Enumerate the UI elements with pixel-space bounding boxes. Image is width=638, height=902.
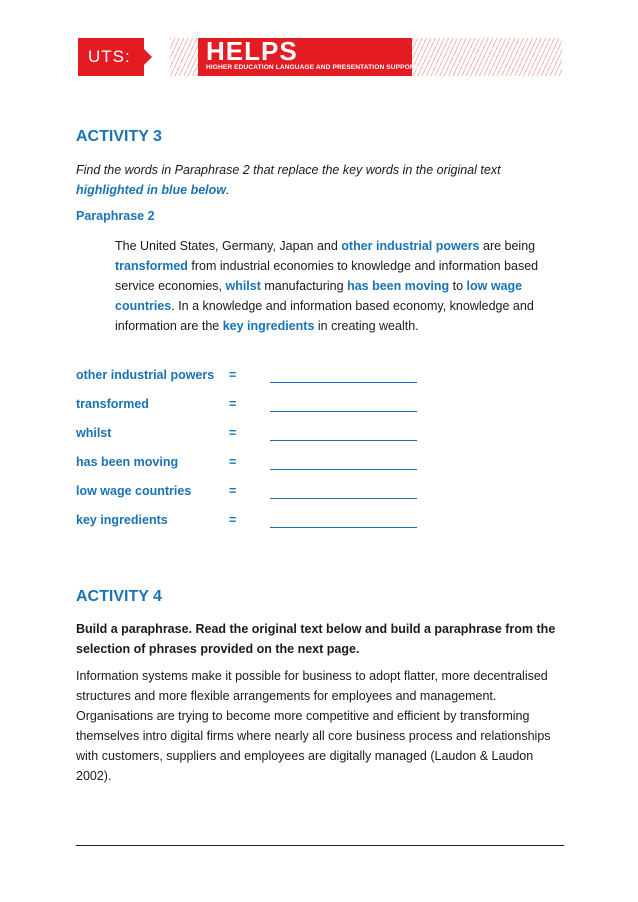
instruction-post: . [226, 183, 230, 197]
uts-logo-notch [144, 49, 152, 65]
activity4-title: ACTIVITY 4 [76, 588, 162, 605]
equals-sign: = [229, 397, 237, 411]
answer-blank[interactable] [270, 411, 417, 412]
highlighted-term: has been moving [347, 279, 450, 293]
paragraph-text: to [449, 279, 467, 293]
equals-sign: = [229, 513, 237, 527]
term-row [76, 368, 476, 386]
highlighted-term: whilst [225, 279, 261, 293]
answer-blank[interactable] [270, 527, 417, 528]
paragraph-text: in creating wealth. [314, 319, 419, 333]
term-label: transformed [76, 397, 149, 411]
term-label: has been moving [76, 455, 179, 469]
activity4-instruction: Build a paraphrase. Read the original text below and build a paraphrase from the selection of phrases provided on the next page. [76, 622, 556, 656]
term-row [76, 513, 476, 531]
term-row [76, 484, 476, 502]
activity3-title: ACTIVITY 3 [76, 128, 162, 145]
answer-blank[interactable] [270, 469, 417, 470]
helps-subtitle: HIGHER EDUCATION LANGUAGE AND PRESENTATION SUPPORT [206, 64, 419, 71]
highlighted-term: key ingredients [222, 319, 315, 333]
equals-sign: = [229, 426, 237, 440]
instruction-pre: Find the words in Paraphrase 2 that replace the key words in the original text [76, 163, 501, 177]
highlighted-term: low wage countries [115, 279, 523, 313]
paraphrase-2-heading: Paraphrase 2 [76, 209, 155, 223]
term-label: low wage countries [76, 484, 192, 498]
instruction-highlight: highlighted in blue below [76, 183, 226, 197]
answer-blank[interactable] [270, 498, 417, 499]
paragraph-text: are being [479, 239, 536, 253]
answer-blank[interactable] [270, 382, 417, 383]
highlighted-term: transformed [115, 259, 188, 273]
helps-logo [198, 36, 419, 76]
equals-sign: = [229, 455, 237, 469]
footer-rule [76, 845, 564, 846]
uts-logo: UTS: [78, 38, 144, 76]
paragraph-text: from industrial economies to knowledge and information based service economies, [115, 259, 539, 293]
paragraph-text: The United States, Germany, Japan and [115, 239, 342, 253]
term-label: other industrial powers [76, 368, 215, 382]
helps-title: HELPS [206, 36, 298, 66]
term-row [76, 426, 476, 444]
header-banner [78, 38, 562, 76]
equals-sign: = [229, 484, 237, 498]
highlighted-term: other industrial powers [341, 239, 480, 253]
term-label: key ingredients [76, 513, 168, 527]
paragraph-text: manufacturing [260, 279, 348, 293]
activity3-instruction [76, 160, 562, 200]
answer-blank[interactable] [270, 440, 417, 441]
equals-sign: = [229, 368, 237, 382]
term-row [76, 455, 476, 473]
paraphrase-2-text [115, 236, 565, 336]
paragraph-text: . In a knowledge and information based economy, knowledge and information are the [115, 299, 534, 333]
term-row [76, 397, 476, 415]
term-label: whilst [76, 426, 112, 440]
activity4-original-text: Information systems make it possible for business to adopt flatter, more decentralised structures and more flexible arrangements for employees and management. Organisations are trying to become more competitive and efficient by transforming themselves intro digital firms where nearly all core business process and relationships with customers, suppliers and employees are digitally managed (Laudon & Laudon 2002). [76, 669, 551, 783]
